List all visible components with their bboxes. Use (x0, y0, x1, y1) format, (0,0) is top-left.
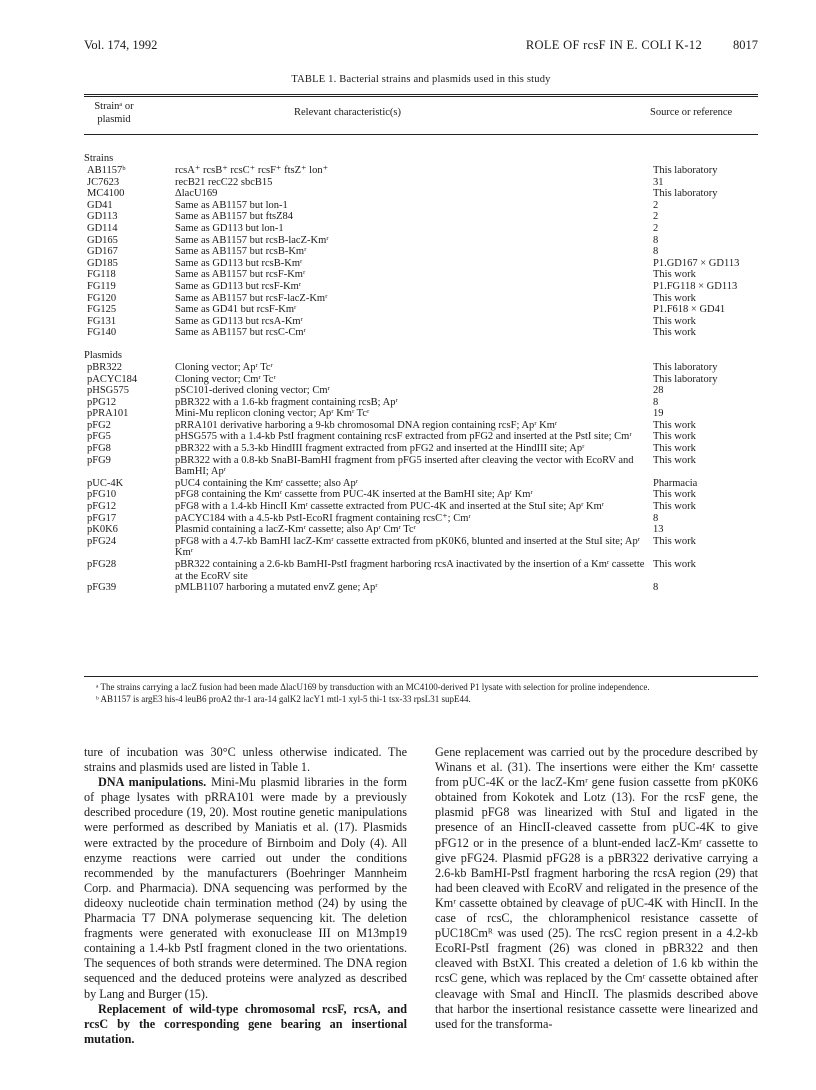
characteristic-cell: pBR322 with a 0.8-kb SnaBI-BamHI fragment from pFG5 inserted after cleaving the vector with EcoRV and BamHI; Apʳ (175, 454, 634, 478)
characteristic-cell: Same as AB1157 but rcsF-lacZ-Kmʳ (175, 292, 328, 304)
characteristic-cell: Same as AB1157 but rcsF-Kmʳ (175, 269, 306, 281)
heading-dna-manipulations: DNA manipulations. (98, 775, 207, 790)
strain-cell: pK0K6 (87, 524, 118, 536)
characteristic-cell: pACYC184 with a 4.5-kb PstI-EcoRI fragment containing rcsC⁺; Cmʳ (175, 512, 471, 524)
table-row (84, 524, 758, 536)
characteristic-cell: Same as GD113 but rcsA-Kmʳ (175, 315, 303, 327)
characteristic-cell: pFG8 with a 1.4-kb HincII Kmʳ cassette extracted from PUC-4K and inserted at the StuI site; Apʳ Kmʳ (175, 501, 605, 513)
paragraph-incubation: ture of incubation was 30°C unless otherwise indicated. The strains and plasmids used are listed in Table 1. (84, 745, 407, 775)
source-cell: This work (653, 535, 696, 547)
characteristic-cell: recB21 recC22 sbcB15 (175, 176, 273, 188)
characteristic-cell: pFG8 containing the Kmʳ cassette from PUC-4K inserted at the BamHI site; Apʳ Kmʳ (175, 489, 533, 501)
source-cell: 31 (653, 176, 664, 188)
strain-cell: FG120 (87, 292, 117, 304)
characteristic-cell: Same as GD113 but lon-1 (175, 222, 284, 234)
strain-cell: pFG28 (87, 559, 117, 570)
characteristic-cell: Same as AB1157 but rcsB-lacZ-Kmʳ (175, 234, 329, 246)
table-row (84, 269, 758, 281)
strain-cell: GD41 (87, 199, 113, 211)
table-row (84, 489, 758, 501)
source-cell: This work (653, 327, 696, 339)
characteristic-cell: Same as AB1157 but ftsZ84 (175, 211, 294, 223)
characteristic-cell: Same as AB1157 but rcsC-Cmʳ (175, 327, 306, 339)
table-row (84, 478, 758, 490)
characteristic-cell: Mini-Mu replicon cloning vector; Apʳ Kmʳ Tcʳ (175, 408, 370, 420)
strain-cell: pPRA101 (87, 408, 129, 420)
table-footnote-b: ᵇ AB1157 is argE3 his-4 leuB6 proA2 thr-1 ara-14 galK2 lacY1 mtl-1 xyl-5 thi-1 tsx-33 rpsL31 supE44. (96, 694, 471, 704)
table-row (84, 374, 758, 386)
strain-cell: GD185 (87, 257, 118, 269)
table-row (84, 327, 758, 339)
characteristic-cell: pBR322 with a 5.3-kb HindIII fragment extracted from pFG2 and inserted at the HindIII site; Apʳ (175, 443, 585, 455)
source-cell: This work (653, 431, 696, 443)
table-caption: TABLE 1. Bacterial strains and plasmids used in this study (291, 74, 551, 85)
table-bottom-rule (84, 676, 758, 677)
characteristic-cell: Same as AB1157 but rcsB-Kmʳ (175, 246, 307, 258)
table-top-rule (84, 94, 758, 95)
page-number: 8017 (733, 38, 758, 52)
source-cell: 28 (653, 385, 664, 397)
table-row (84, 211, 758, 223)
table-row (84, 304, 758, 316)
table-row (84, 316, 758, 328)
source-cell: 8 (653, 234, 659, 246)
characteristic-cell: pUC4 containing the Kmʳ cassette; also Apʳ (175, 477, 359, 489)
col-header-source: Source or reference (650, 107, 733, 118)
strain-cell: pBR322 (87, 361, 123, 373)
section-gap (84, 339, 758, 349)
table-row (84, 293, 758, 305)
source-cell: This laboratory (653, 373, 718, 385)
strain-cell: FG131 (87, 315, 117, 327)
table-row (84, 431, 758, 443)
characteristic-cell: ΔlacU169 (175, 188, 218, 200)
left-text-column (84, 745, 407, 1047)
table-row (84, 258, 758, 270)
paragraph-dna-manipulations (84, 775, 407, 1001)
characteristic-cell: rcsA⁺ rcsB⁺ rcsC⁺ rcsF⁺ ftsZ⁺ lon⁺ (175, 165, 329, 176)
table-row (84, 513, 758, 525)
table-row (84, 281, 758, 293)
strain-cell: pFG5 (87, 431, 111, 443)
table-row (84, 536, 758, 559)
characteristic-cell: Same as GD113 but rcsF-Kmʳ (175, 280, 302, 292)
running-title: ROLE OF rcsF IN E. COLI K-12 (525, 38, 702, 52)
table-column-headers (84, 100, 758, 130)
strain-cell: pFG39 (87, 582, 117, 594)
table-row (84, 420, 758, 432)
right-text-column (435, 745, 758, 1032)
source-cell: 8 (653, 246, 659, 258)
strain-cell: pFG10 (87, 489, 117, 501)
source-cell: This work (653, 501, 696, 513)
characteristic-cell: pBR322 containing a 2.6-kb BamHI-PstI fragment harboring rcsA inactivated by the insertion of a Kmʳ cassette at the EcoRV site (175, 559, 645, 582)
source-cell: 2 (653, 199, 659, 211)
characteristic-cell: Same as GD41 but rcsF-Kmʳ (175, 304, 297, 316)
source-cell: This laboratory (653, 165, 718, 176)
table-row (84, 165, 758, 177)
characteristic-cell: Same as GD113 but rcsB-Kmʳ (175, 257, 303, 269)
table-row (84, 246, 758, 258)
table-section-label: Strains (84, 153, 114, 164)
col-header-strain: Strainᵃ or plasmid (94, 101, 134, 125)
source-cell: This work (653, 559, 696, 570)
characteristic-cell: pSC101-derived cloning vector; Cmʳ (175, 385, 330, 397)
source-cell: 13 (653, 524, 664, 536)
heading-replacement: Replacement of wild-type chromosomal rcsF, rcsA, and rcsC by the corresponding gene bearing an insertional mutation. (84, 1001, 407, 1046)
table-body (84, 152, 758, 594)
strain-cell: pFG17 (87, 512, 117, 524)
characteristic-cell: pBR322 with a 1.6-kb fragment containing rcsB; Apʳ (175, 396, 398, 408)
table-footnote-a: ᵃ The strains carrying a lacZ fusion had been made ΔlacU169 by transduction with an MC4100-derived P1 lysate with selection for proline independence. (96, 682, 650, 692)
characteristic-cell: Same as AB1157 but lon-1 (175, 199, 288, 211)
col-header-characteristics: Relevant characteristic(s) (294, 107, 401, 118)
table-row (84, 177, 758, 189)
strain-cell: pUC-4K (87, 477, 124, 489)
source-cell: 19 (653, 408, 664, 420)
table-row (84, 455, 758, 478)
strain-cell: MC4100 (87, 188, 125, 200)
source-cell: 2 (653, 211, 659, 223)
strain-cell: pPG12 (87, 396, 117, 408)
strain-cell: FG140 (87, 327, 117, 339)
source-cell: This work (653, 454, 696, 466)
source-cell: This laboratory (653, 361, 718, 373)
characteristic-cell: pRRA101 derivative harboring a 9-kb chromosomal DNA region containing rcsF; Apʳ Kmʳ (175, 419, 558, 431)
journal-volume: Vol. 174, 1992 (84, 38, 158, 52)
paragraph-gene-replacement: Gene replacement was carried out by the procedure described by Winans et al. (31). The insertions were either the Kmʳ cassette from pUC-4K or the lacZ-Kmʳ gene fusion cassette from pK0K6 obtained from Kokotek and Lotz (13). For the rcsF gene, the plasmid pFG8 was linearized with StuI and ligated in the presence of an HincII-cleaved cassette from pUC-4K to give pFG12 or in the presence of a blunt-ended lacZ-Kmʳ cassette to give pFG24. Plasmid pFG28 is a pBR322 derivative carrying a 2.6-kb BamHI-PstI fragment harboring the rcsA region (29) that had been cleaved with EcoRV and religated in the presence of the Kmʳ cassette obtained by cleavage of pUC-4K with HincII. In the case of rcsC, the chloramphenicol resistance cassette of pUC18Cmᴿ was used (25). The rcsC region present in a 4.2-kb EcoRI-PstI fragment (26) was cloned in pBR322 and then cleaved with BstXI. This created a deletion of 1.6 kb within the rcsC gene, which was replaced by the Cmʳ cassette obtained after cleavage with SmaI and HincII. The plasmids described above that harbor the insertional resistance cassette were linearized and used for the transforma- (435, 745, 758, 1031)
table-row (84, 397, 758, 409)
characteristic-cell: pFG8 with a 4.7-kb BamHI lacZ-Kmʳ cassette extracted from pK0K6, blunted and inserted at the StuI site; Apʳ Kmʳ (175, 535, 640, 559)
characteristic-cell: Plasmid containing a lacZ-Kmʳ cassette; also Apʳ Cmʳ Tcʳ (175, 524, 416, 536)
table-row (84, 501, 758, 513)
source-cell: This work (653, 292, 696, 304)
strain-cell: GD165 (87, 234, 118, 246)
table-row (84, 223, 758, 235)
table-row (84, 188, 758, 200)
table-row (84, 200, 758, 212)
strain-cell: GD113 (87, 211, 118, 223)
strain-cell: pACYC184 (87, 373, 138, 385)
strain-cell: FG118 (87, 269, 116, 281)
page-header (84, 38, 758, 54)
source-cell: P1.FG118 × GD113 (653, 280, 738, 292)
strain-cell: GD167 (87, 246, 118, 258)
source-cell: This work (653, 269, 696, 281)
table-row (84, 408, 758, 420)
strain-cell: pFG12 (87, 501, 117, 513)
source-cell: This work (653, 315, 696, 327)
table-top-rule-2 (84, 96, 758, 97)
strain-cell: pFG24 (87, 535, 117, 547)
strain-cell: pFG9 (87, 454, 111, 466)
table-row (84, 443, 758, 455)
table-row (84, 582, 758, 594)
source-cell: 8 (653, 582, 659, 594)
source-cell: 2 (653, 222, 659, 234)
strain-cell: pFG8 (87, 443, 111, 455)
characteristic-cell: Cloning vector; Cmʳ Tcʳ (175, 373, 276, 385)
characteristic-cell: Cloning vector; Apʳ Tcʳ (175, 361, 273, 373)
source-cell: This laboratory (653, 188, 718, 200)
source-cell: P1.F618 × GD41 (653, 304, 726, 316)
table-header-rule (84, 134, 758, 135)
source-cell: This work (653, 419, 696, 431)
table-row (84, 385, 758, 397)
characteristic-cell: pHSG575 with a 1.4-kb PstI fragment containing rcsF extracted from pFG2 and inserted at the PstI site; Cmʳ (175, 431, 632, 443)
source-cell: This work (653, 443, 696, 455)
source-cell: P1.GD167 × GD113 (653, 257, 740, 269)
table-section-label: Plasmids (84, 349, 122, 361)
source-cell: 8 (653, 396, 659, 408)
strain-cell: FG119 (87, 280, 116, 292)
source-cell: 8 (653, 512, 659, 524)
text-dna-manipulations: Mini-Mu plasmid libraries in the form of phage lysates with pRRA101 were made by a previously described procedure (19, 20). Most routine genetic manipulations were performed as described by Maniatis et al. (17). Plasmids were extracted by the procedure of Birnboim and Doly (4). All enzyme reactions were carried out under the conditions recommended by the manufacturers (Boehringer Mannheim Corp. and Pharmacia). DNA sequencing was performed by the dideoxy nucleotide chain termination method (24) by using the Pharmacia T7 DNA polymerase sequencing kit. The deletion fragments were generated with exonuclease III on M13mp19 containing a 1.4-kb PstI fragment cloned in the two orientations. The sequences of both strands were determined. The DNA region sequenced and the deduced proteins were analyzed as described by Lang and Burger (15). (84, 775, 407, 1001)
strain-cell: GD114 (87, 222, 118, 234)
strain-cell: FG125 (87, 304, 117, 316)
characteristic-cell: pMLB1107 harboring a mutated envZ gene; Apʳ (175, 582, 378, 594)
table-row (84, 362, 758, 374)
strain-cell: pHSG575 (87, 385, 130, 397)
strain-cell: JC7623 (87, 176, 120, 188)
strain-cell: pFG2 (87, 419, 111, 431)
table-row (84, 235, 758, 247)
source-cell: This work (653, 489, 696, 501)
source-cell: Pharmacia (653, 477, 698, 489)
strain-cell: AB1157ᵇ (87, 165, 126, 176)
table-row (84, 559, 758, 582)
